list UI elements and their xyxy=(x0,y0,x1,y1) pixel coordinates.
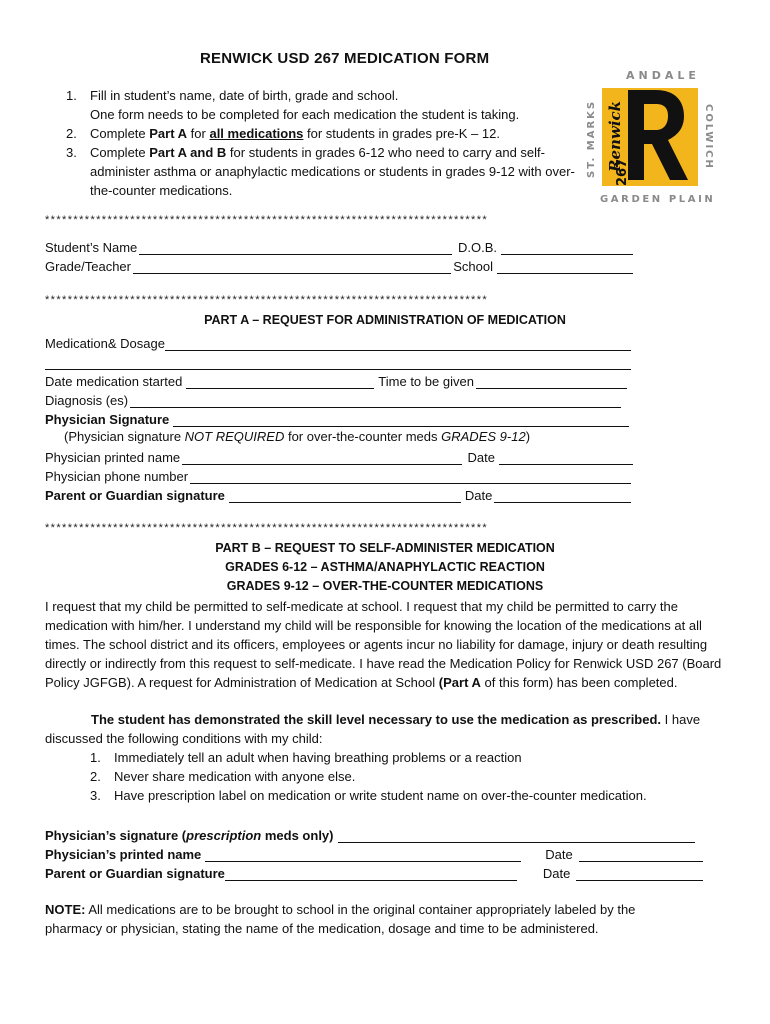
instruction-text: for xyxy=(187,126,210,141)
medication-dosage-row xyxy=(45,332,633,351)
parent-date-field[interactable] xyxy=(494,488,631,503)
instructions-list xyxy=(66,86,576,200)
date-label: Date xyxy=(545,847,573,862)
instruction-emphasis: all medications xyxy=(209,126,304,141)
logo-script-text: Renwick xyxy=(606,100,624,172)
condition-text: Have prescription label on medication or write student name on over-the-counter medication. xyxy=(114,788,647,803)
skill-level-statement: The student has demonstrated the skill level necessary to use the medication as prescribed. xyxy=(91,712,662,727)
medication-dosage-field[interactable] xyxy=(165,336,631,351)
parent-signature-field[interactable] xyxy=(229,488,461,503)
skill-level-paragraph xyxy=(45,710,725,748)
date-label: Date xyxy=(464,488,493,503)
divider: ****************************************************************************** xyxy=(45,522,489,534)
parent-signature-row xyxy=(45,484,633,503)
logo-text-top: ANDALE xyxy=(626,69,700,82)
part-b-heading: PART B – REQUEST TO SELF-ADMINISTER MEDICATION xyxy=(215,541,555,555)
instruction-emphasis: Part A and B xyxy=(149,145,227,160)
student-name-row xyxy=(45,236,633,255)
instruction-text-continued: One form needs to be completed for each medication the student is taking. xyxy=(90,107,520,122)
note-emphasis: GRADES 9-12 xyxy=(441,429,526,444)
part-b-parent-signature-row xyxy=(45,862,705,881)
consent-emphasis: (Part A xyxy=(438,675,481,690)
diagnosis-row xyxy=(45,389,623,408)
grade-teacher-row xyxy=(45,255,633,274)
part-b-parent-date-field[interactable] xyxy=(576,866,703,881)
instruction-number: 2. xyxy=(66,126,77,141)
instruction-text: Fill in student’s name, date of birth, grade and school. xyxy=(90,88,399,103)
medication-dosage-label: Medication& Dosage xyxy=(45,336,165,351)
physician-phone-row xyxy=(45,465,633,484)
dob-label: D.O.B. xyxy=(457,240,497,255)
logo-text-bottom: GARDEN PLAIN xyxy=(600,194,716,205)
grade-teacher-field[interactable] xyxy=(133,259,451,274)
medication-dosage-field-continued[interactable] xyxy=(45,355,631,370)
instruction-text: for students in grades pre-K – 12. xyxy=(303,126,500,141)
school-field[interactable] xyxy=(497,259,633,274)
condition-text: Immediately tell an adult when having breathing problems or a reaction xyxy=(114,750,522,765)
instruction-text: Complete xyxy=(90,145,150,160)
condition-item-2 xyxy=(90,767,730,786)
part-a-heading: PART A – REQUEST FOR ADMINISTRATION OF MEDICATION xyxy=(204,313,566,327)
instruction-number: 1. xyxy=(66,88,77,103)
note-text: for over-the-counter meds xyxy=(284,429,442,444)
instruction-text: Complete xyxy=(90,126,150,141)
grade-teacher-label: Grade/Teacher xyxy=(45,259,131,274)
conditions-list xyxy=(90,748,730,805)
parent-signature-label: Parent or Guardian signature xyxy=(45,488,225,503)
instruction-item-2 xyxy=(66,124,576,143)
part-b-physician-date-field[interactable] xyxy=(579,847,703,862)
part-b-subheading-asthma: GRADES 6-12 – ASTHMA/ANAPHYLACTIC REACTION xyxy=(225,560,545,574)
note-text: All medications are to be brought to school in the original container appropriately labeled by the pharmacy or physician, stating the name of the medication, dosage and time to be administered. xyxy=(45,902,636,936)
note-label: NOTE: xyxy=(45,902,86,917)
condition-number: 3. xyxy=(90,788,101,803)
logo-text-left: ST. MARKS xyxy=(586,99,597,178)
part-b-parent-signature-label: Parent or Guardian signature xyxy=(45,866,225,881)
medication-dosage-row-2 xyxy=(45,351,633,370)
condition-number: 2. xyxy=(90,769,101,784)
part-b-physician-name-label: Physician’s printed name xyxy=(45,847,202,862)
part-b-physician-name-field[interactable] xyxy=(205,847,521,862)
school-label: School xyxy=(453,259,493,274)
medication-note xyxy=(45,900,695,938)
date-started-row xyxy=(45,370,629,389)
part-b-physician-signature-label xyxy=(45,828,334,843)
divider: ****************************************************************************** xyxy=(45,214,489,226)
part-b-physician-signature-row xyxy=(45,824,697,843)
dob-field[interactable] xyxy=(501,240,633,255)
condition-item-3 xyxy=(90,786,730,805)
note-emphasis: NOT REQUIRED xyxy=(184,429,285,444)
date-label: Date xyxy=(542,866,571,881)
part-b-parent-signature-field[interactable] xyxy=(225,866,517,881)
physician-phone-label: Physician phone number xyxy=(45,469,189,484)
logo-text-right: COLWICH xyxy=(703,104,714,170)
diagnosis-label: Diagnosis (es) xyxy=(45,393,129,408)
date-started-field[interactable] xyxy=(186,374,374,389)
time-given-label: Time to be given xyxy=(378,374,474,389)
instruction-number: 3. xyxy=(66,145,77,160)
condition-item-1 xyxy=(90,748,730,767)
note-text: ) xyxy=(525,429,531,444)
consent-text: of this form) has been completed. xyxy=(480,675,678,690)
signature-label-text: Physician’s signature ( xyxy=(45,828,187,843)
instruction-text: for students in grades 6-12 who need to carry and self-administer asthma or anaphylactic medications or students in grades 9-12 with over-the-counter medications. xyxy=(90,145,575,198)
part-b-physician-name-row xyxy=(45,843,705,862)
signature-label-emphasis: prescription xyxy=(186,828,262,843)
instruction-emphasis: Part A xyxy=(149,126,188,141)
logo-number: 267 xyxy=(615,158,630,186)
physician-phone-field[interactable] xyxy=(190,469,631,484)
part-b-consent-paragraph xyxy=(45,597,725,692)
form-title: RENWICK USD 267 MEDICATION FORM xyxy=(200,50,490,67)
part-b-subheading-otc: GRADES 9-12 – OVER-THE-COUNTER MEDICATIONS xyxy=(226,579,544,593)
physician-signature-label: Physician Signature xyxy=(45,412,170,427)
student-name-field[interactable] xyxy=(139,240,452,255)
condition-text: Never share medication with anyone else. xyxy=(114,769,356,784)
divider: ****************************************************************************** xyxy=(45,294,489,306)
physician-printed-name-row xyxy=(45,446,633,465)
renwick-logo xyxy=(580,68,720,208)
consent-text: I request that my child be permitted to self-medicate at school. I request that my child be permitted to carry the medication with him/her. I understand my child will be responsible for knowing the location of the medications at all times. The school district and its officers, employees or agents incur no liability for damage, injury or death resulting directly or indirectly from this request to self-medicate. I have read the Medication Policy for Renwick USD 267 (Board Policy JGFGB). A request for Administration of Medication at School xyxy=(45,599,722,690)
part-b-physician-signature-field[interactable] xyxy=(338,828,696,843)
student-name-label: Student’s Name xyxy=(45,240,138,255)
skill-level-text: I have discussed the following conditions with my child: xyxy=(45,712,701,746)
signature-label-text: meds only) xyxy=(261,828,334,843)
time-given-field[interactable] xyxy=(476,374,627,389)
physician-printed-name-field[interactable] xyxy=(182,450,461,465)
diagnosis-field[interactable] xyxy=(130,393,621,408)
instruction-item-3 xyxy=(66,143,576,200)
physician-printed-name-label: Physician printed name xyxy=(45,450,181,465)
physician-date-field[interactable] xyxy=(499,450,633,465)
physician-signature-note xyxy=(64,427,530,446)
instruction-item-1 xyxy=(66,86,576,124)
physician-signature-row xyxy=(45,408,631,427)
condition-number: 1. xyxy=(90,750,101,765)
date-label: Date xyxy=(467,450,495,465)
date-started-label: Date medication started xyxy=(45,374,183,389)
note-text: (Physician signature xyxy=(64,429,185,444)
physician-signature-field[interactable] xyxy=(173,412,629,427)
